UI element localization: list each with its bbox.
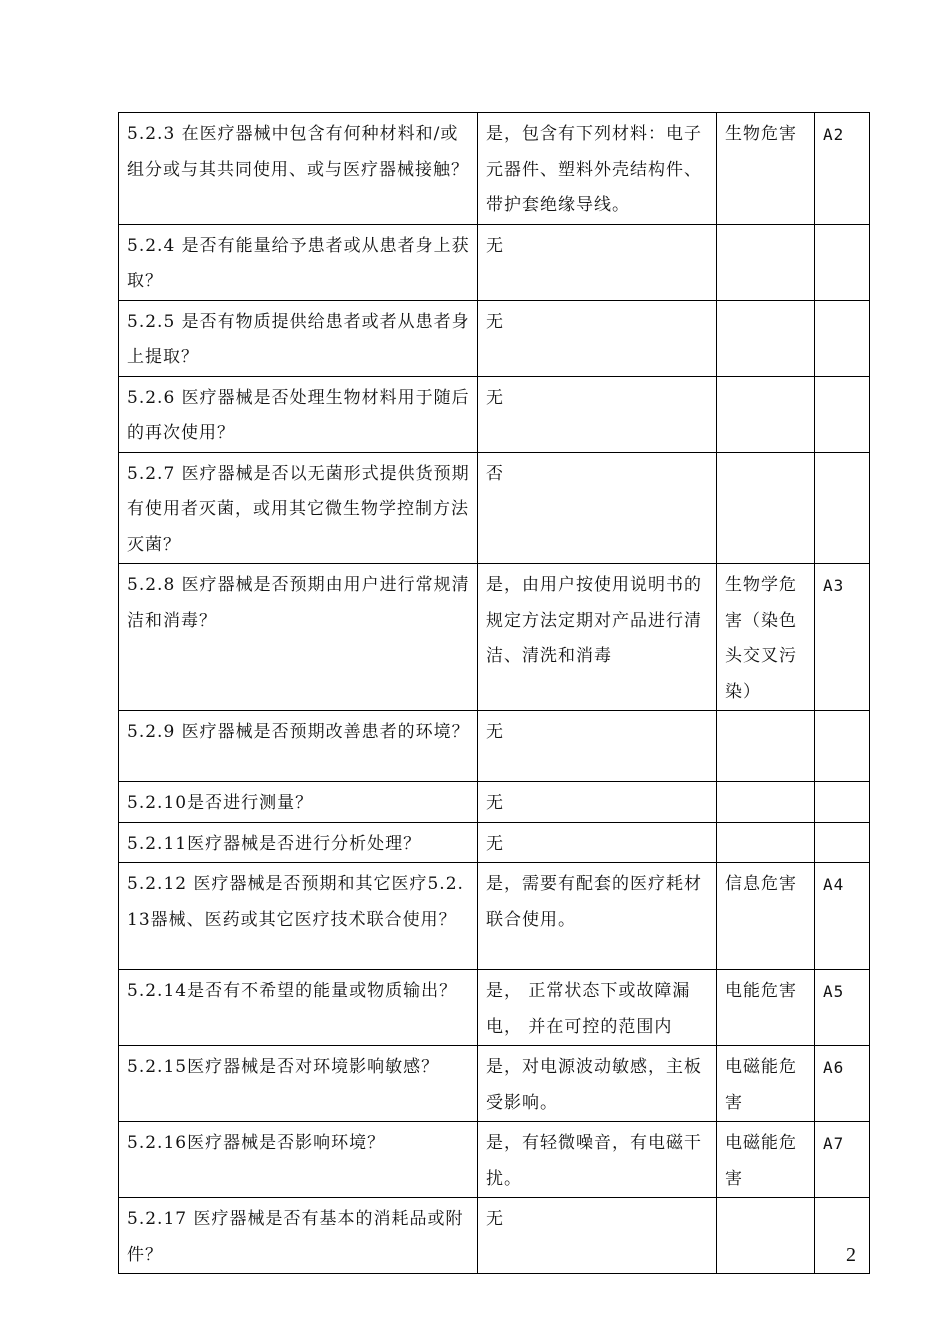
code-cell — [815, 376, 870, 452]
question-cell: 5.2.14是否有不希望的能量或物质输出？ — [119, 970, 478, 1046]
question-cell: 5.2.5 是否有物质提供给患者或者从患者身上提取？ — [119, 300, 478, 376]
table-row — [119, 863, 870, 970]
answer-cell: 是，需要有配套的医疗耗材联合使用。 — [478, 863, 717, 970]
page-number: 2 — [846, 1244, 856, 1266]
question-cell: 5.2.10是否进行测量？ — [119, 782, 478, 823]
hazard-cell — [717, 300, 815, 376]
question-cell: 5.2.17 医疗器械是否有基本的消耗品或附件？ — [119, 1198, 478, 1274]
hazard-cell: 电能危害 — [717, 970, 815, 1046]
answer-cell: 无 — [478, 224, 717, 300]
hazard-cell: 生物危害 — [717, 113, 815, 225]
question-cell: 5.2.16医疗器械是否影响环境？ — [119, 1122, 478, 1198]
answer-cell: 是，包含有下列材料：电子元器件、塑料外壳结构件、带护套绝缘导线。 — [478, 113, 717, 225]
hazard-cell — [717, 711, 815, 782]
question-cell: 5.2.3 在医疗器械中包含有何种材料和/或组分或与其共同使用、或与医疗器械接触？ — [119, 113, 478, 225]
question-cell: 5.2.15医疗器械是否对环境影响敏感？ — [119, 1046, 478, 1122]
question-cell: 5.2.4 是否有能量给予患者或从患者身上获取？ — [119, 224, 478, 300]
answer-cell: 是，对电源波动敏感，主板受影响。 — [478, 1046, 717, 1122]
hazard-cell: 电磁能危害 — [717, 1122, 815, 1198]
hazard-cell — [717, 452, 815, 564]
answer-cell: 无 — [478, 822, 717, 863]
question-cell: 5.2.11医疗器械是否进行分析处理？ — [119, 822, 478, 863]
question-cell: 5.2.6 医疗器械是否处理生物材料用于随后的再次使用？ — [119, 376, 478, 452]
table-row — [119, 300, 870, 376]
table-row — [119, 782, 870, 823]
table-row — [119, 1046, 870, 1122]
table-row — [119, 970, 870, 1046]
table-row — [119, 711, 870, 782]
hazard-cell — [717, 822, 815, 863]
answer-cell: 无 — [478, 376, 717, 452]
code-cell — [815, 452, 870, 564]
question-cell: 5.2.9 医疗器械是否预期改善患者的环境？ — [119, 711, 478, 782]
hazard-cell: 电磁能危害 — [717, 1046, 815, 1122]
answer-cell: 无 — [478, 782, 717, 823]
hazard-cell — [717, 376, 815, 452]
code-cell — [815, 224, 870, 300]
answer-cell: 是，有轻微噪音，有电磁干扰。 — [478, 1122, 717, 1198]
answer-cell: 否 — [478, 452, 717, 564]
table-row — [119, 564, 870, 711]
table-row — [119, 224, 870, 300]
code-cell — [815, 711, 870, 782]
table-row — [119, 1122, 870, 1198]
answer-cell: 无 — [478, 300, 717, 376]
hazard-cell — [717, 224, 815, 300]
answer-cell: 无 — [478, 1198, 717, 1274]
question-cell: 5.2.8 医疗器械是否预期由用户进行常规清洁和消毒？ — [119, 564, 478, 711]
table-row — [119, 376, 870, 452]
table-row — [119, 452, 870, 564]
table-row — [119, 1198, 870, 1274]
hazard-cell: 信息危害 — [717, 863, 815, 970]
hazard-cell — [717, 782, 815, 823]
question-cell: 5.2.7 医疗器械是否以无菌形式提供货预期有使用者灭菌，或用其它微生物学控制方法灭菌？ — [119, 452, 478, 564]
answer-cell: 是， 正常状态下或故障漏电， 并在可控的范围内 — [478, 970, 717, 1046]
code-cell — [815, 782, 870, 823]
code-cell: A4 — [815, 863, 870, 970]
code-cell: A2 — [815, 113, 870, 225]
code-cell: A7 — [815, 1122, 870, 1198]
question-cell: 5.2.12 医疗器械是否预期和其它医疗5.2.13器械、医药或其它医疗技术联合使用？ — [119, 863, 478, 970]
hazard-cell: 生物学危害（染色头交叉污染） — [717, 564, 815, 711]
answer-cell: 是，由用户按使用说明书的规定方法定期对产品进行清洁、清洗和消毒 — [478, 564, 717, 711]
code-cell: A6 — [815, 1046, 870, 1122]
code-cell: A3 — [815, 564, 870, 711]
answer-cell: 无 — [478, 711, 717, 782]
hazard-cell — [717, 1198, 815, 1274]
table-row — [119, 113, 870, 225]
code-cell: A5 — [815, 970, 870, 1046]
risk-analysis-table — [118, 112, 870, 1274]
code-cell — [815, 300, 870, 376]
code-cell — [815, 1198, 870, 1274]
code-cell — [815, 822, 870, 863]
table-row — [119, 822, 870, 863]
